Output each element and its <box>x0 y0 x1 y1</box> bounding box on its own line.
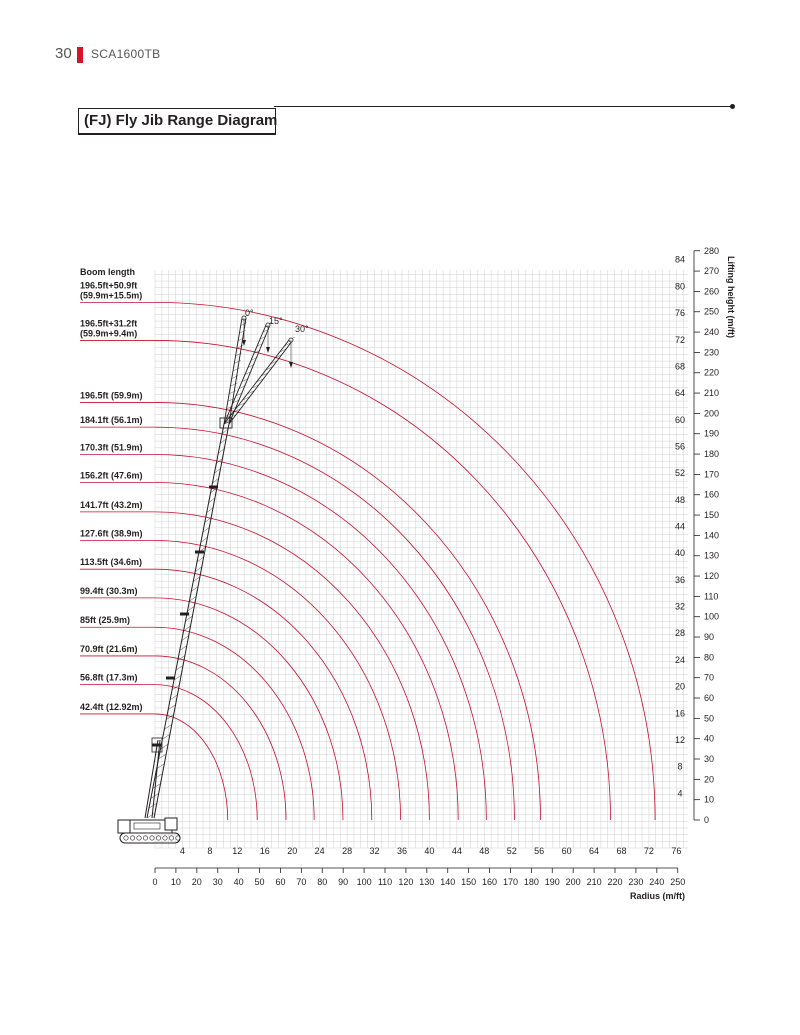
range-arc <box>155 541 401 820</box>
height-tick-ft: 80 <box>704 652 715 663</box>
radius-tick-m: 76 <box>671 846 682 856</box>
boom-length-label: 156.2ft (47.6m) <box>80 470 143 481</box>
radius-tick-ft: 30 <box>212 877 223 887</box>
radius-tick-ft: 180 <box>523 877 539 887</box>
boom-section-joint <box>166 677 175 680</box>
radius-tick-ft: 80 <box>317 877 328 887</box>
radius-tick-m: 68 <box>616 846 627 856</box>
radius-tick-ft: 100 <box>356 877 372 887</box>
radius-tick-m: 72 <box>643 846 654 856</box>
range-arc <box>155 482 458 820</box>
height-tick-ft: 140 <box>704 530 720 541</box>
height-tick-m: 8 <box>677 761 683 772</box>
radius-tick-ft: 20 <box>191 877 202 887</box>
height-tick-m: 80 <box>674 281 686 292</box>
track-roller <box>137 836 141 840</box>
boom-length-label: 184.1ft (56.1m) <box>80 415 143 426</box>
radius-tick-m: 44 <box>451 846 462 856</box>
height-tick-ft: 200 <box>704 408 720 419</box>
boom-length-label: 170.3ft (51.9m) <box>80 442 143 453</box>
boom-length-label-metric: (59.9m+9.4m) <box>80 328 138 339</box>
height-tick-ft: 0 <box>704 815 710 825</box>
radius-tick-ft: 160 <box>482 877 498 887</box>
height-tick-ft: 60 <box>704 693 715 704</box>
boom-length-label: 99.4ft (30.3m) <box>80 585 138 596</box>
radius-tick-ft: 170 <box>502 877 518 887</box>
height-tick-ft: 100 <box>704 611 720 622</box>
section-title: (FJ) Fly Jib Range Diagram <box>84 112 278 129</box>
track-roller <box>130 836 134 840</box>
height-tick-m: 28 <box>674 628 686 639</box>
radius-tick-m: 8 <box>207 846 213 856</box>
radius-tick-ft: 10 <box>170 877 181 887</box>
boom-section-joint <box>180 613 189 616</box>
boom-length-label: 196.5ft+50.9ft <box>80 280 138 291</box>
boom-length-label: 70.9ft (21.6m) <box>80 643 138 654</box>
height-tick-ft: 250 <box>704 306 720 317</box>
radius-tick-m: 12 <box>232 846 243 856</box>
radius-tick-m: 24 <box>314 846 325 856</box>
boom-length-label: 42.4ft (12.92m) <box>80 701 143 712</box>
radius-tick-m: 20 <box>287 846 298 856</box>
height-tick-ft: 210 <box>704 388 720 399</box>
height-tick-ft: 50 <box>704 713 715 724</box>
height-tick-ft: 150 <box>704 510 720 521</box>
radius-tick-ft: 110 <box>377 877 393 887</box>
jib-lacing <box>233 368 240 371</box>
height-tick-m: 44 <box>674 521 686 532</box>
chart-grid <box>155 270 688 848</box>
radius-tick-ft: 190 <box>544 877 560 887</box>
height-tick-m: 20 <box>674 681 686 692</box>
range-arc <box>155 685 257 820</box>
boom-length-label: 113.5ft (34.6m) <box>80 557 143 568</box>
range-arc <box>155 402 541 820</box>
radius-tick-m: 40 <box>424 846 435 856</box>
height-tick-ft: 190 <box>704 428 720 439</box>
height-tick-m: 76 <box>674 308 686 319</box>
radius-tick-ft: 240 <box>649 877 665 887</box>
hook-block <box>266 347 270 353</box>
height-tick-m: 12 <box>674 734 686 745</box>
radius-tick-ft: 140 <box>440 877 456 887</box>
radius-tick-m: 28 <box>342 846 353 856</box>
height-tick-ft: 270 <box>704 266 720 277</box>
jib-lacing <box>230 383 237 386</box>
radius-tick-ft: 130 <box>419 877 435 887</box>
height-tick-m: 24 <box>674 654 686 665</box>
boom-length-label: 196.5ft (59.9m) <box>80 390 143 401</box>
radius-tick-m: 16 <box>259 846 270 856</box>
radius-tick-m: 60 <box>561 846 572 856</box>
radius-tick-m: 64 <box>589 846 600 856</box>
boom-length-label-metric: (59.9m+15.5m) <box>80 290 143 301</box>
radius-tick-ft: 230 <box>628 877 644 887</box>
operator-cab <box>165 818 177 830</box>
height-tick-m: 56 <box>674 441 686 452</box>
document-title: SCA1600TB <box>91 47 161 61</box>
right-axis-title: Lifting height (m/ft) <box>726 256 736 338</box>
height-tick-ft: 20 <box>704 774 715 785</box>
height-tick-m: 68 <box>674 361 686 372</box>
boom-length-label: 141.7ft (43.2m) <box>80 499 143 510</box>
counterweight <box>118 820 130 833</box>
boom-length-heading: Boom length <box>80 267 135 277</box>
angle-label-30: 30° <box>295 324 309 334</box>
height-tick-m: 32 <box>674 601 686 612</box>
track-roller <box>169 836 173 840</box>
track-roller <box>124 836 128 840</box>
angle-label-15: 15° <box>269 316 283 326</box>
height-tick-ft: 90 <box>704 632 715 643</box>
height-tick-m: 36 <box>674 574 686 585</box>
radius-tick-m: 4 <box>179 846 185 856</box>
track-roller <box>163 836 167 840</box>
height-tick-ft: 180 <box>704 449 720 460</box>
height-tick-ft: 40 <box>704 733 715 744</box>
radius-tick-ft: 50 <box>254 877 265 887</box>
boom-length-label: 196.5ft+31.2ft <box>80 318 138 329</box>
boom-length-label: 127.6ft (38.9m) <box>80 528 143 539</box>
height-tick-ft: 260 <box>704 286 720 297</box>
boom-length-label: 85ft (25.9m) <box>80 615 131 626</box>
radius-tick-ft: 200 <box>565 877 581 887</box>
radius-tick-ft: 150 <box>461 877 477 887</box>
height-tick-m: 48 <box>674 494 686 505</box>
height-tick-ft: 160 <box>704 489 720 500</box>
height-tick-ft: 110 <box>704 591 719 602</box>
jib-lacing <box>227 406 234 409</box>
bottom-axis-title: Radius (m/ft) <box>630 891 685 901</box>
radius-tick-ft: 40 <box>233 877 244 887</box>
radius-tick-m: 48 <box>479 846 490 856</box>
height-tick-ft: 30 <box>704 754 715 765</box>
boom-section-joint <box>209 486 218 489</box>
radius-tick-ft: 250 <box>670 877 686 887</box>
page-number: 30 <box>55 45 72 62</box>
height-tick-m: 4 <box>677 788 683 799</box>
jib-chord <box>229 340 293 424</box>
track-roller <box>150 836 154 840</box>
radius-tick-ft: 0 <box>152 877 158 887</box>
height-tick-ft: 130 <box>704 550 720 561</box>
jib-lacing <box>229 391 236 394</box>
radius-tick-ft: 60 <box>275 877 286 887</box>
radius-tick-m: 56 <box>534 846 545 856</box>
track-roller <box>156 836 160 840</box>
height-tick-m: 72 <box>674 334 686 345</box>
range-arc <box>155 656 286 820</box>
height-tick-ft: 10 <box>704 794 715 805</box>
radius-tick-ft: 90 <box>338 877 349 887</box>
track-roller <box>143 836 147 840</box>
boom-section-joint <box>195 551 204 554</box>
hook-block <box>242 340 246 346</box>
radius-tick-ft: 120 <box>398 877 414 887</box>
radius-tick-m: 36 <box>396 846 407 856</box>
height-tick-ft: 70 <box>704 672 715 683</box>
height-tick-m: 84 <box>674 254 686 265</box>
height-tick-ft: 230 <box>704 347 720 358</box>
height-tick-ft: 170 <box>704 469 720 480</box>
height-tick-m: 60 <box>674 414 686 425</box>
height-tick-m: 40 <box>674 548 686 559</box>
height-tick-ft: 120 <box>704 571 720 582</box>
radius-tick-ft: 70 <box>296 877 307 887</box>
radius-tick-m: 52 <box>506 846 517 856</box>
boom-length-label: 56.8ft (17.3m) <box>80 672 138 683</box>
height-tick-m: 64 <box>674 388 686 399</box>
boom-length-labels <box>80 280 143 712</box>
radius-tick-m: 32 <box>369 846 380 856</box>
radius-tick-ft: 210 <box>586 877 602 887</box>
height-tick-ft: 280 <box>704 245 720 256</box>
height-tick-ft: 240 <box>704 327 720 338</box>
angle-label-0: 0° <box>245 308 254 318</box>
jib-lacing <box>239 330 245 333</box>
height-tick-ft: 220 <box>704 367 720 378</box>
radius-tick-ft: 220 <box>607 877 623 887</box>
height-tick-m: 16 <box>674 708 686 719</box>
height-tick-m: 52 <box>674 468 686 479</box>
